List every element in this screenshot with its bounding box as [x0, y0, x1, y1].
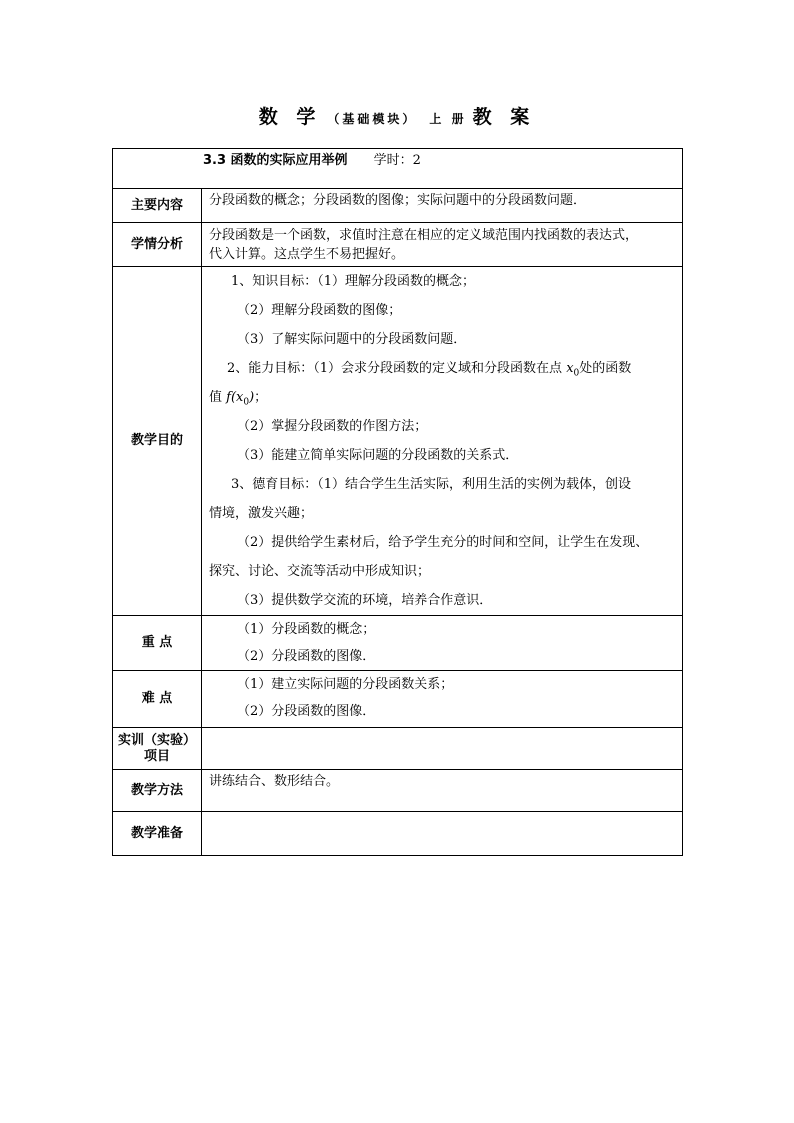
title-volume: 上 册: [429, 112, 467, 126]
main-content-text: 分段函数的概念；分段函数的图像；实际问题中的分段函数问题．: [202, 189, 683, 223]
row-teaching-prep: [113, 812, 683, 856]
goal-moral-3: （3）提供数学交流的环境，培养合作意识．: [237, 593, 493, 608]
difficulty-2: （2）分段函数的图像．: [237, 704, 376, 719]
label-key-points: 重 点: [113, 616, 202, 671]
label-difficulties: 难 点: [113, 671, 202, 728]
title-lesson-plan: 教 案: [472, 106, 536, 128]
row-main-content: [113, 189, 683, 223]
math-fx-sub: 0: [243, 397, 250, 408]
goal-ability-3: （3）能建立简单实际问题的分段函数的关系式．: [237, 448, 519, 463]
analysis-line-1: 分段函数是一个函数，求值时注意在相应的定义域范围内找函数的表达式，: [209, 228, 639, 243]
label-practice-project: [113, 728, 202, 770]
label-teaching-prep: 教学准备: [113, 812, 202, 856]
math-fx-close: ): [249, 390, 255, 405]
row-key-points: [113, 616, 683, 671]
math-f-x0: [226, 390, 255, 408]
math-x0: [566, 361, 580, 379]
label-teaching-method: 教学方法: [113, 770, 202, 812]
math-fx: f(x: [226, 390, 244, 405]
label-student-analysis: 学情分析: [113, 223, 202, 267]
label-main-content: 主要内容: [113, 189, 202, 223]
header-cell: [113, 149, 683, 189]
label-practice-line-1: 实训（实验）: [117, 732, 196, 748]
title-subject: 数 学: [258, 106, 322, 128]
goal-ability-1-tail: 处的函数: [579, 361, 632, 376]
teaching-prep-text: [202, 812, 683, 856]
goal-knowledge-1: 1、知识目标：（1）理解分段函数的概念；: [231, 274, 476, 289]
title-module: （基础模块）: [327, 112, 418, 126]
analysis-line-2: 代入计算。这点学生不易把握好。: [209, 247, 405, 262]
goal-moral-2: （2）提供给学生素材后，给予学生充分的时间和空间，让学生在发现、: [237, 535, 649, 550]
row-teaching-goals: [113, 267, 683, 616]
goal-ability-1-text: 2、能力目标：（1）会求分段函数的定义域和分段函数在点: [227, 361, 567, 376]
goal-knowledge-2: （2）理解分段函数的图像；: [237, 303, 402, 318]
goal-ability-value: [209, 383, 676, 412]
goal-moral-1: 3、德育目标：（1）结合学生生活实际，利用生活的实例为载体，创设: [231, 477, 632, 492]
row-difficulties: [113, 671, 683, 728]
lesson-plan-table: [112, 148, 683, 856]
lesson-topic: 3.3 函数的实际应用举例: [203, 153, 348, 168]
goal-moral-1-cont: 情境，激发兴趣；: [209, 506, 314, 521]
header-row: [113, 149, 683, 189]
row-student-analysis: [113, 223, 683, 267]
goal-ability-1: [209, 354, 676, 383]
row-teaching-method: [113, 770, 683, 812]
practice-project-text: [202, 728, 683, 770]
document-title: [0, 102, 794, 129]
goal-knowledge-3: （3）了解实际问题中的分段函数问题．: [237, 332, 467, 347]
goal-ability-value-text: 值: [209, 390, 227, 405]
key-point-2: （2）分段函数的图像．: [237, 649, 376, 664]
math-sub-0: 0: [573, 368, 580, 379]
teaching-method-text: 讲练结合、数形结合。: [202, 770, 683, 812]
math-var-x: x: [566, 361, 574, 376]
goal-ability-2: （2）掌握分段函数的作图方法；: [237, 419, 428, 434]
difficulty-1: （1）建立实际问题的分段函数关系；: [237, 677, 454, 692]
lesson-hours: 学时：2: [373, 153, 421, 168]
key-point-1: （1）分段函数的概念；: [237, 622, 376, 637]
goal-moral-2-cont: 探究、讨论、交流等活动中形成知识；: [209, 564, 431, 579]
goal-ability-value-tail: ；: [254, 390, 268, 405]
row-practice-project: [113, 728, 683, 770]
label-practice-line-2: 项目: [143, 748, 170, 764]
label-teaching-goals: 教学目的: [113, 267, 202, 616]
